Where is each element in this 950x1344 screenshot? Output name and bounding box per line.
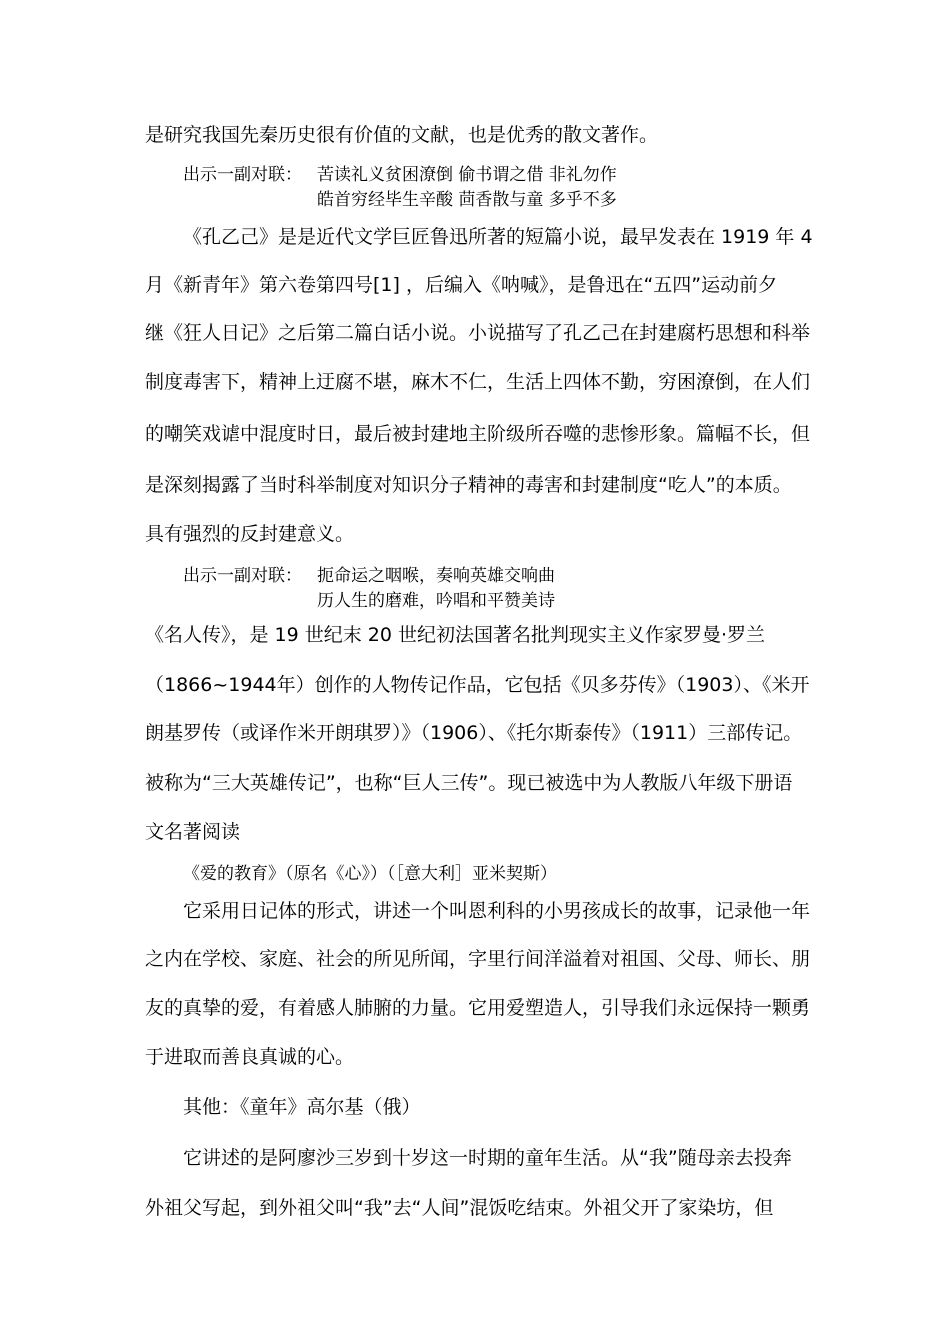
couplet-2-prefix: 出示一副对联： xyxy=(183,566,302,586)
paragraph-kongyiji-line-4: 制度毒害下，精神上迂腐不堪，麻木不仁，生活上四体不勤，穷困潦倒，在人们 xyxy=(145,371,811,393)
paragraph-mingrenzhuan-line-3: 朗基罗传（或译作米开朗琪罗）》（1906）、《托尔斯泰传》（1911）三部传记。 xyxy=(145,722,803,744)
paragraph-kongyiji-line-7: 具有强烈的反封建意义。 xyxy=(145,523,355,545)
paragraph-mingrenzhuan-line-2: （1866~1944年）创作的人物传记作品，它包括《贝多芬传》（1903）、《米开 xyxy=(145,674,810,696)
couplet-2-row-1 xyxy=(0,564,950,588)
paragraph-tongnian-line-1: 它讲述的是阿廖沙三岁到十岁这一时期的童年生活。从“我”随母亲去投奔 xyxy=(183,1147,792,1169)
paragraph-kongyiji-line-1: 《孔乙己》是是近代文学巨匠鲁迅所著的短篇小说，最早发表在 1919 年 4 xyxy=(183,226,813,248)
paragraph-mingrenzhuan-line-1: 《名人传》，是 19 世纪末 20 世纪初法国著名批判现实主义作家罗曼·罗兰 xyxy=(145,624,766,646)
couplet-1-line-1: 苦读礼义贫困潦倒 偷书谓之借 非礼勿作 xyxy=(317,165,617,185)
paragraph-intro-line: 是研究我国先秦历史很有价值的文献，也是优秀的散文著作。 xyxy=(145,124,659,146)
paragraph-kongyiji-line-3: 继《狂人日记》之后第二篇白话小说。小说描写了孔乙己在封建腐朽思想和科举 xyxy=(145,322,811,344)
heading-tongnian: 其他：《童年》高尔基（俄） xyxy=(183,1096,421,1118)
paragraph-ai-line-4: 于进取而善良真诚的心。 xyxy=(145,1046,355,1068)
couplet-2-line-1: 扼命运之咽喉，奏响英雄交响曲 xyxy=(317,566,555,586)
couplet-2-line-2: 历人生的磨难，吟唱和平赞美诗 xyxy=(317,591,555,611)
couplet-1-line-2: 皓首穷经毕生辛酸 茴香散与童 多乎不多 xyxy=(317,190,617,210)
paragraph-kongyiji-line-6: 是深刻揭露了当时科举制度对知识分子精神的毒害和封建制度“吃人”的本质。 xyxy=(145,474,792,496)
paragraph-mingrenzhuan-line-5: 文名著阅读 xyxy=(145,821,241,843)
paragraph-kongyiji-line-5: 的嘲笑戏谑中混度时日，最后被封建地主阶级所吞噬的悲惨形象。篇幅不长，但 xyxy=(145,423,811,445)
couplet-1-row-1 xyxy=(0,163,950,187)
paragraph-mingrenzhuan-line-4: 被称为“三大英雄传记”，也称“巨人三传”。现已被选中为人教版八年级下册语 xyxy=(145,772,793,794)
paragraph-ai-line-1: 它采用日记体的形式，讲述一个叫恩利科的小男孩成长的故事，记录他一年 xyxy=(183,900,811,922)
paragraph-ai-line-3: 友的真挚的爱，有着感人肺腑的力量。它用爱塑造人，引导我们永远保持一颗勇 xyxy=(145,997,811,1019)
heading-ai-de-jiaoyu: 《爱的教育》（原名《心》）（［意大利］亚米契斯） xyxy=(183,864,557,884)
couplet-1-prefix: 出示一副对联： xyxy=(183,165,302,185)
paragraph-ai-line-2: 之内在学校、家庭、社会的所见所闻，字里行间洋溢着对祖国、父母、师长、朋 xyxy=(145,948,811,970)
paragraph-tongnian-line-2: 外祖父写起，到外祖父叫“我”去“人间”混饭吃结束。外祖父开了家染坊，但 xyxy=(145,1197,774,1219)
paragraph-kongyiji-line-2: 月《新青年》第六卷第四号[1] ，后编入《呐喊》，是鲁迅在“五四”运动前夕 xyxy=(145,274,778,296)
